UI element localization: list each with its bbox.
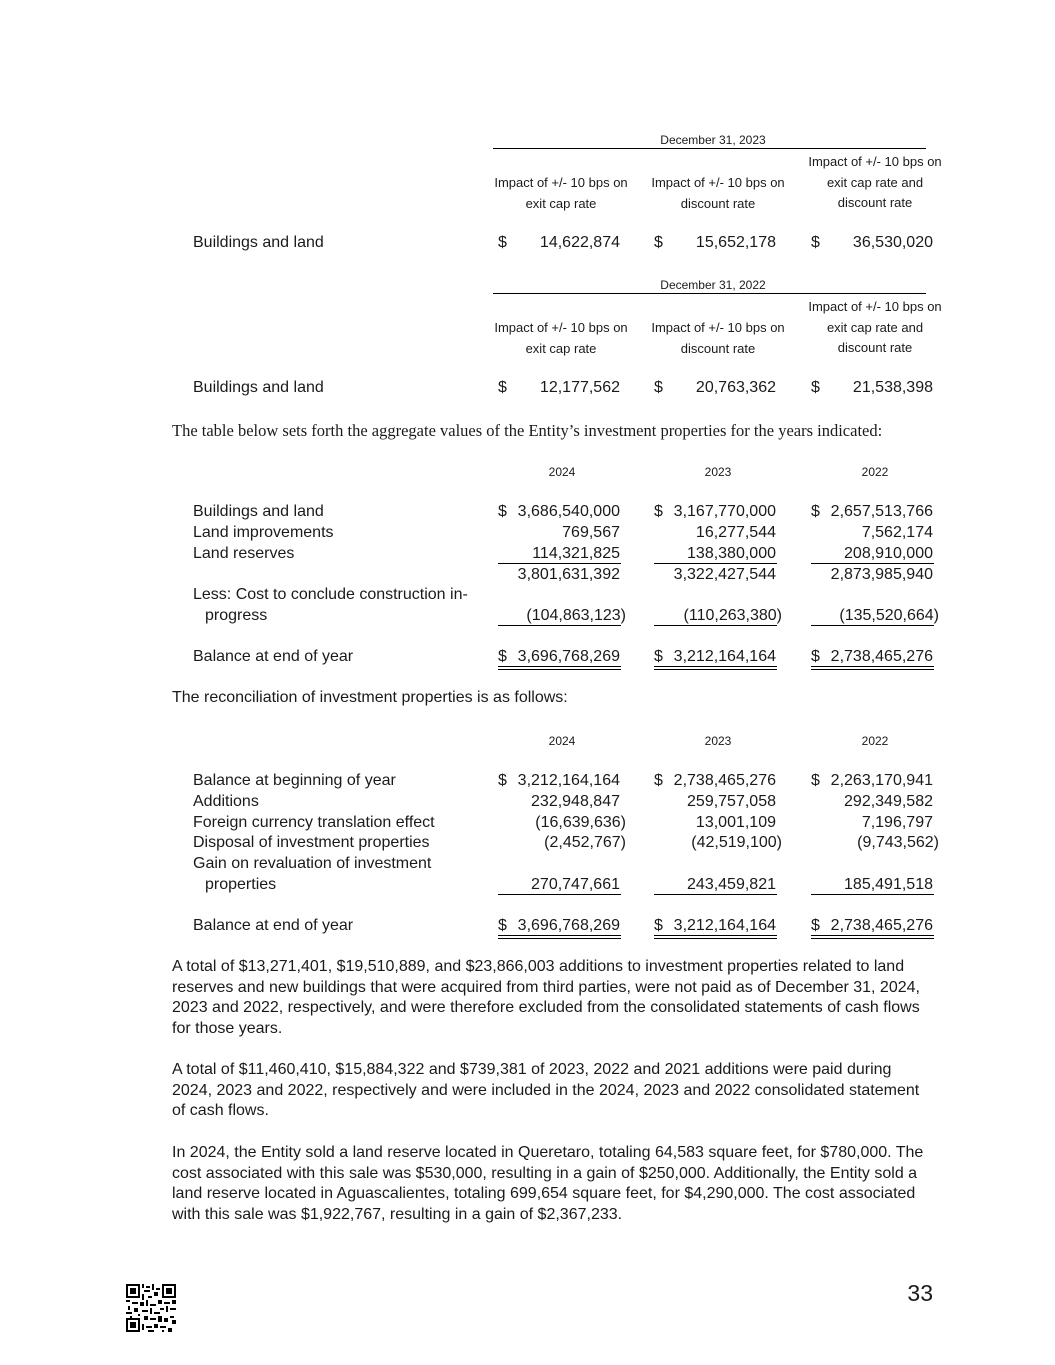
aggregate-subtotal-cell: 2,873,985,940	[830, 566, 933, 583]
reconciliation-row-label: Disposal of investment properties	[193, 834, 430, 851]
reconciliation-intro: The reconciliation of investment properties is as follows:	[172, 689, 568, 706]
aggregate-row-label: Buildings and land	[193, 503, 324, 520]
aggregate-cell: 114,321,825	[532, 545, 620, 562]
reconciliation-row-label-cont: properties	[205, 876, 277, 893]
reconciliation-cell: 292,349,582	[844, 793, 933, 810]
sens-2023-row-label: Buildings and land	[193, 234, 324, 251]
aggregate-year-2022: 2022	[861, 465, 889, 479]
reconciliation-row-dollar: $	[654, 772, 663, 789]
paragraph-unpaid-additions: A total of $13,271,401, $19,510,889, and $23,866,003 additions to investment properties related to land reserves and new buildings that were acquired from third parties, were not paid as of December 31, 2024, 2023 and 2022, respectively, and were therefore excluded from the consolidated statements of cash flows for those years.	[172, 958, 920, 1038]
sens-2022-col3-header: Impact of +/- 10 bps on exit cap rate and discount rate	[808, 299, 942, 355]
aggregate-cell: 769,567	[562, 524, 620, 541]
aggregate-cell: (104,863,123)	[526, 607, 626, 624]
paragraph-land-sales: In 2024, the Entity sold a land reserve located in Queretaro, totaling 64,583 square feet, for $780,000. The cost associated with this sale was $530,000, resulting in a gain of $250,000. Additionally, the Entity sold a land reserve located in Aguascalientes, totaling 699,654 square feet, for $4,290,000. The cost associated with this sale was $1,922,767, resulting in a gain of $2,367,233.	[172, 1144, 924, 1224]
reconciliation-year-2022: 2022	[861, 734, 889, 748]
sens-2023-col1-header: Impact of +/- 10 bps on exit cap rate	[494, 175, 628, 211]
sens-2023-value-2: 15,652,178	[695, 234, 776, 251]
aggregate-year-2024: 2024	[548, 465, 576, 479]
reconciliation-cell: 2,738,465,276	[673, 772, 776, 789]
sens-2022-value-1: 12,177,562	[539, 379, 620, 396]
sens-2022-dollar-3: $	[811, 379, 820, 396]
page-number: 33	[907, 1280, 933, 1306]
reconciliation-cell: 185,491,518	[844, 876, 933, 893]
aggregate-total-cell: 2,738,465,276	[830, 648, 933, 665]
aggregate-total-cell: 3,696,768,269	[517, 648, 620, 665]
aggregate-row-dollar: $	[811, 503, 820, 520]
sens-2022-row-label: Buildings and land	[193, 379, 324, 396]
aggregate-cell: 7,562,174	[861, 524, 933, 541]
reconciliation-cell: (42,519,100)	[691, 834, 782, 851]
sens-2023-dollar-1: $	[498, 234, 507, 251]
sens-2023-date-header: December 31, 2023	[660, 133, 766, 147]
sens-2022-dollar-1: $	[498, 379, 507, 396]
paragraph-paid-additions: A total of $11,460,410, $15,884,322 and $739,381 of 2023, 2022 and 2021 additions were paid during 2024, 2023 and 2022, respectively and were included in the 2024, 2023 and 2022 consolidated statement of cash flows.	[172, 1061, 920, 1120]
aggregate-intro: The table below sets forth the aggregate values of the Entity’s investment properties for the years indicated:	[172, 421, 883, 440]
aggregate-row-dollar: $	[654, 503, 663, 520]
sens-2022-value-2: 20,763,362	[695, 379, 776, 396]
aggregate-cell: 3,167,770,000	[673, 503, 776, 520]
aggregate-row-label: Land reserves	[193, 545, 295, 562]
aggregate-cell: 3,686,540,000	[517, 503, 620, 520]
sens-2022-dollar-2: $	[654, 379, 663, 396]
sens-2023-col2-header: Impact of +/- 10 bps on discount rate	[651, 175, 785, 211]
aggregate-cell: 16,277,544	[695, 524, 776, 541]
aggregate-subtotal-cell: 3,801,631,392	[517, 566, 620, 583]
reconciliation-total-cell: 2,738,465,276	[830, 917, 933, 934]
reconciliation-cell: (9,743,562)	[857, 834, 939, 851]
reconciliation-row-dollar: $	[654, 917, 663, 934]
reconciliation-row-label: Balance at end of year	[193, 917, 354, 934]
sens-2022-value-3: 21,538,398	[852, 379, 933, 396]
reconciliation-row-label: Gain on revaluation of investment	[193, 855, 432, 872]
reconciliation-year-2023: 2023	[704, 734, 732, 748]
reconciliation-row-dollar: $	[498, 917, 507, 934]
reconciliation-cell: 259,757,058	[687, 793, 776, 810]
aggregate-cell: 2,657,513,766	[830, 503, 933, 520]
reconciliation-row-label: Additions	[193, 793, 259, 810]
sens-2022-col2-header: Impact of +/- 10 bps on discount rate	[651, 320, 785, 356]
aggregate-row-dollar: $	[498, 648, 507, 665]
reconciliation-cell: 7,196,797	[861, 814, 933, 831]
aggregate-cell: (110,263,380)	[683, 607, 782, 624]
aggregate-row-label-cont: progress	[205, 607, 268, 624]
reconciliation-row-dollar: $	[498, 772, 507, 789]
aggregate-subtotal-cell: 3,322,427,544	[673, 566, 776, 583]
sens-2022-col1-header: Impact of +/- 10 bps on exit cap rate	[494, 320, 628, 356]
aggregate-year-2023: 2023	[704, 465, 732, 479]
reconciliation-row-label: Balance at beginning of year	[193, 772, 396, 789]
sens-2023-value-1: 14,622,874	[539, 234, 620, 251]
aggregate-row-dollar: $	[498, 503, 507, 520]
sens-2023-dollar-2: $	[654, 234, 663, 251]
aggregate-total-cell: 3,212,164,164	[673, 648, 776, 665]
reconciliation-cell: (16,639,636)	[535, 814, 626, 831]
aggregate-row-label: Balance at end of year	[193, 648, 354, 665]
reconciliation-cell: 13,001,109	[695, 814, 776, 831]
aggregate-row-label: Less: Cost to conclude construction in-	[193, 586, 468, 603]
reconciliation-cell: 2,263,170,941	[830, 772, 933, 789]
reconciliation-row-dollar: $	[811, 917, 820, 934]
aggregate-row-dollar: $	[654, 648, 663, 665]
sens-2023-dollar-3: $	[811, 234, 820, 251]
reconciliation-year-2024: 2024	[548, 734, 576, 748]
reconciliation-cell: (2,452,767)	[544, 834, 626, 851]
sens-2023-value-3: 36,530,020	[852, 234, 933, 251]
reconciliation-cell: 270,747,661	[531, 876, 620, 893]
reconciliation-total-cell: 3,212,164,164	[673, 917, 776, 934]
reconciliation-cell: 3,212,164,164	[517, 772, 620, 789]
aggregate-row-label: Land improvements	[193, 524, 334, 541]
reconciliation-row-label: Foreign currency translation effect	[193, 814, 435, 831]
aggregate-cell: 138,380,000	[687, 545, 776, 562]
sens-2023-col3-header: Impact of +/- 10 bps on exit cap rate and discount rate	[808, 154, 942, 210]
reconciliation-row-dollar: $	[811, 772, 820, 789]
reconciliation-cell: 243,459,821	[687, 876, 776, 893]
qr-code-icon	[126, 1284, 176, 1332]
aggregate-cell: (135,520,664)	[839, 607, 939, 624]
aggregate-cell: 208,910,000	[844, 545, 933, 562]
sens-2022-date-header: December 31, 2022	[660, 278, 766, 292]
reconciliation-total-cell: 3,696,768,269	[517, 917, 620, 934]
aggregate-row-dollar: $	[811, 648, 820, 665]
reconciliation-cell: 232,948,847	[531, 793, 620, 810]
